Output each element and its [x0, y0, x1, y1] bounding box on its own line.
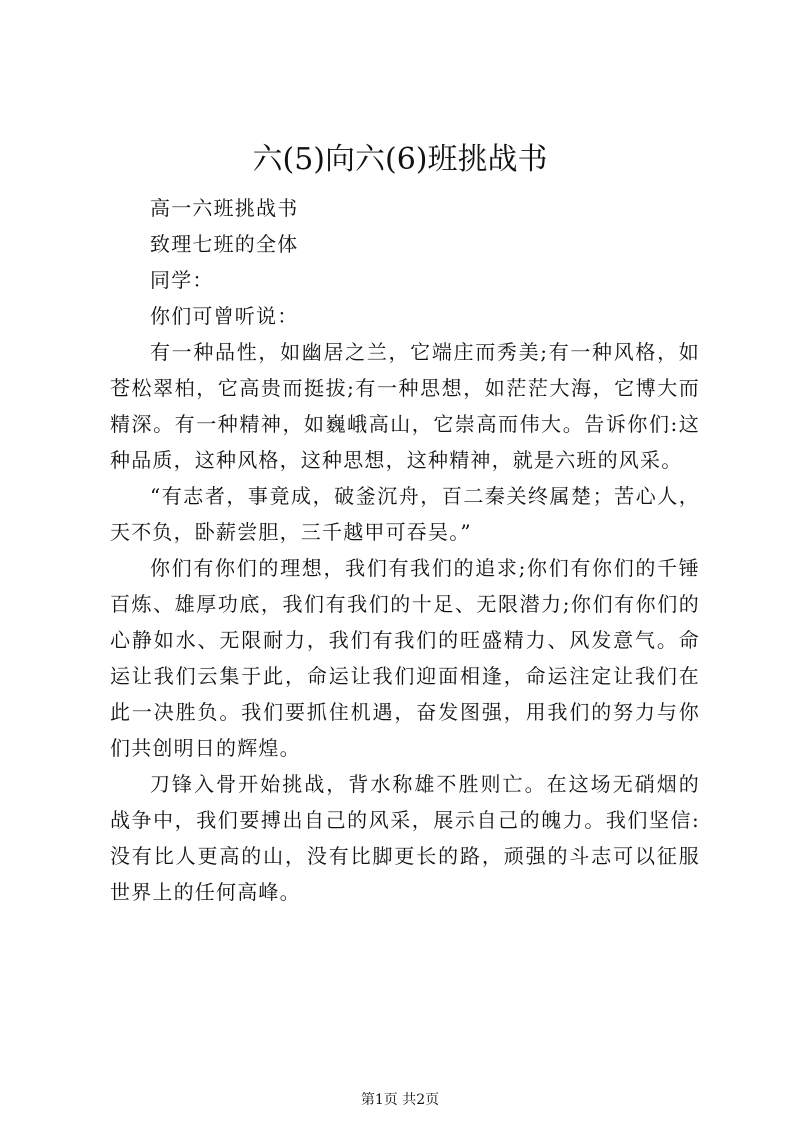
paragraph-quote: “有志者，事竟成，破釜沉舟，百二秦关终属楚；苦心人，天不负，卧薪尝胆，三千越甲可吞吴。”: [110, 484, 700, 544]
paragraph-intro: 你们可曾听说：: [150, 304, 299, 328]
paragraph-salutation-2: 同学：: [150, 268, 214, 292]
document-title: 六(5)向六(6)班挑战书: [252, 142, 548, 177]
document-body: [110, 190, 700, 910]
page-footer: 第1页 共2页: [360, 1092, 440, 1108]
paragraph-heading: 高一六班挑战书: [150, 196, 299, 220]
paragraph-ideals: 你们有你们的理想，我们有我们的追求;你们有你们的千锤百炼、雄厚功底，我们有我们的十足、无限潜力;你们有你们的心静如水、无限耐力，我们有我们的旺盛精力、风发意气。命运让我们云集于此，命运让我们迎面相逢，命运注定让我们在此一决胜负。我们要抓住机遇，奋发图强，用我们的努力与你们共创明日的辉煌。: [110, 556, 700, 760]
paragraph-challenge: 刀锋入骨开始挑战，背水称雄不胜则亡。在这场无硝烟的战争中，我们要搏出自己的风采，展示自己的魄力。我们坚信:没有比人更高的山，没有比脚更长的路，顽强的斗志可以征服世界上的任何高峰。: [110, 772, 700, 904]
paragraph-spirit: 有一种品性，如幽居之兰，它端庄而秀美;有一种风格，如苍松翠柏，它高贵而挺拔;有一种思想，如茫茫大海，它博大而精深。有一种精神，如巍峨高山，它崇高而伟大。告诉你们:这种品质，这种风格，这种思想，这种精神，就是六班的风采。: [110, 340, 700, 472]
paragraph-salutation-1: 致理七班的全体: [150, 232, 299, 256]
